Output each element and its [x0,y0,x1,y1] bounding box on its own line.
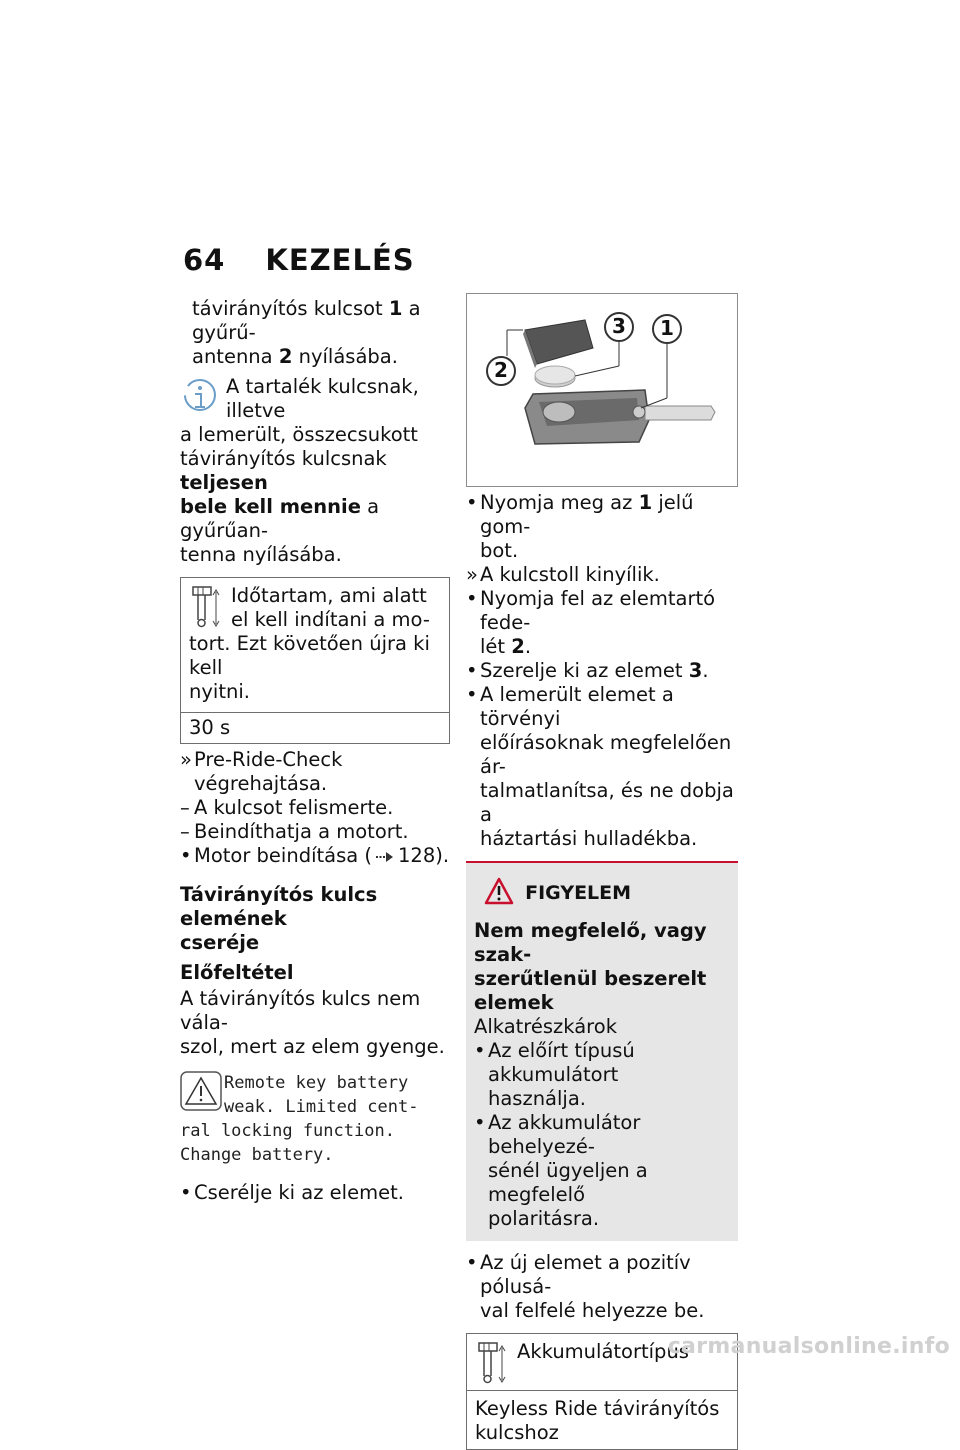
section-heading: Távirányítós kulcs elemének cseréje [180,882,378,954]
list-item: • Az akkumulátor behelyezé- sénél ügyeljen a megfelelő polaritásra. [474,1111,648,1230]
list-item: • Nyomja meg az 1 jelű gom- bot. [466,491,694,562]
spec-value: 30 s [181,712,449,743]
warning-triangle-icon [484,877,514,909]
list-item: » A kulcstoll kinyílik. [466,563,660,586]
measurement-icon [189,584,231,632]
right-steps-list [466,491,738,851]
list-item: – A kulcsot felismerte. [180,796,394,819]
list-item: • Nyomja fel az elemtartó fede- lét 2. [466,587,716,658]
list-item: » Pre-Ride-Check végrehajtása. [180,748,343,795]
display-text-cont: ral locking function. Change battery. [180,1120,395,1165]
list-item: • A lemerült elemet a törvényi előírásoknak megfelelően ár- talmatlanítsa, és ne dobja a háztartási hulladékba. [466,683,734,850]
spec-label-cont: tort. Ezt követően újra ki kell nyitni. [189,632,430,703]
key-battery-figure: 2 3 1 [466,293,738,487]
page-ref[interactable]: 128). [398,844,450,867]
watermark-text: carmanualsonline.info [667,1334,950,1359]
left-column [180,297,450,1205]
list-item: • Az előírt típusú akkumulátort használja. [474,1039,635,1110]
spec-value: Keyless Ride távirányítós kulcshoz [467,1390,737,1449]
list-item: – Beindíthatja a motort. [180,820,409,843]
spec-label: Időtartam, ami alatt el kell indítani a mo- [231,584,430,631]
display-text: Remote key battery weak. Limited cent- [224,1072,419,1117]
warning-triangle-icon [180,1071,224,1115]
note-text: A tartalék kulcsnak, illetve a lemerült, összecsukott [180,375,419,446]
subheading-prerequisite: Előfeltétel [180,960,294,984]
note-text-cont: távirányítós kulcsnak teljesen bele kell mennie a gyűrűan- tenna nyílásába. [180,447,387,566]
spec-box-duration [180,577,450,744]
steps-list [180,748,450,869]
list-item: • Cserélje ki az elemet. [180,1180,404,1204]
section-title: KEZELÉS [265,243,415,277]
page-header [183,243,415,277]
info-note [180,375,450,567]
intro-text: távirányítós kulcsot 1 a gyűrű- antenna 2 nyílásába. [192,297,421,368]
warning-list [474,1039,730,1231]
warning-title: FIGYELEM [525,882,632,904]
list-item: • Motor beindítása ( 128). [180,844,450,867]
display-message [180,1071,450,1167]
info-icon [180,375,226,423]
page-number: 64 [183,243,226,277]
warning-box [466,861,738,1241]
footer-watermark [0,1332,960,1362]
final-step [180,1181,450,1205]
warning-headline: Nem megfelelő, vagy szak- szerűtlenül beszerelt elemek [474,919,707,1014]
warning-title-row [474,877,730,913]
list-item: • Az új elemet a pozitív pólusá- val felfelé helyezze be. [466,1251,705,1322]
prerequisite-text: A távirányítós kulcs nem vála- szol, mert az elem gyenge. [180,986,445,1058]
page-ref-arrow-icon[interactable] [376,845,394,869]
warning-sub: Alkatrészkárok [474,1015,617,1038]
final-instruction [466,1251,738,1323]
right-column [466,293,738,1450]
spec-label: Akkumulátortípus [517,1340,689,1363]
list-item: • Szerelje ki az elemet 3. [466,659,709,682]
